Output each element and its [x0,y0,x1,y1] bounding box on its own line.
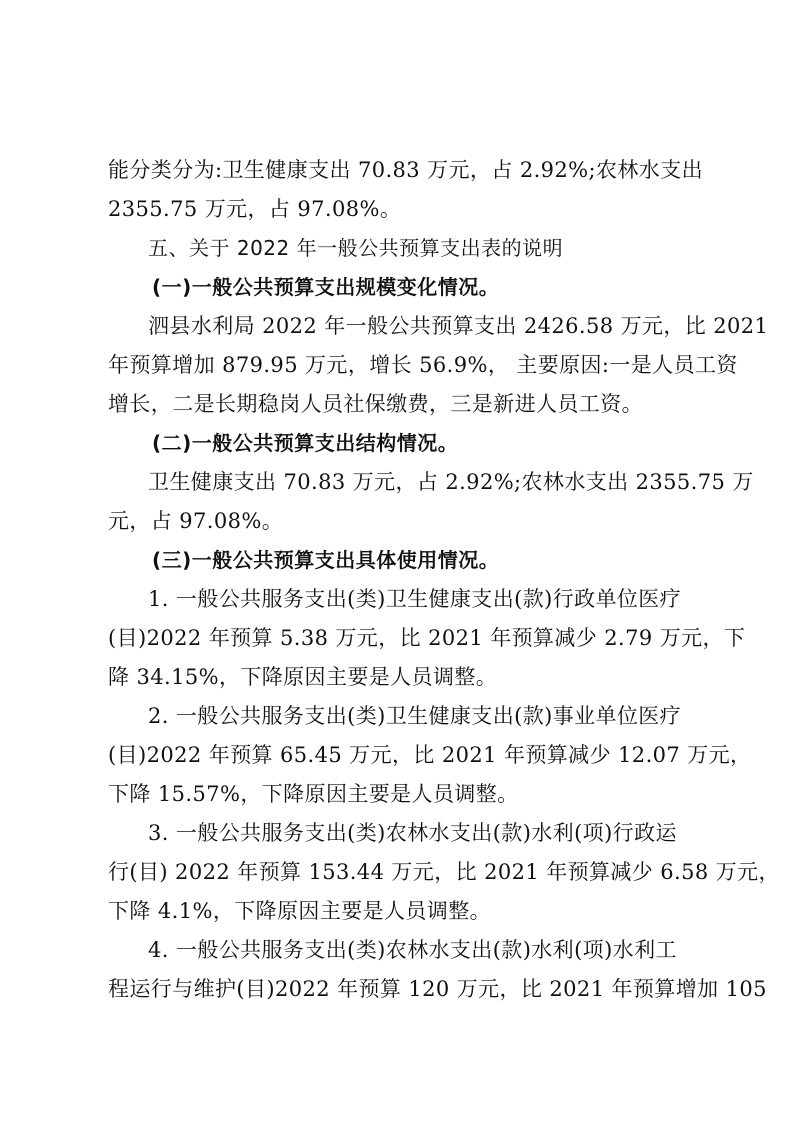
body-text-line: 能分类分为:卫生健康支出 70.83 万元，占 2.92%;农林水支出 [108,158,704,182]
body-text-line: (目)2022 年预算 5.38 万元，比 2021 年预算减少 2.79 万元，下 [108,626,746,650]
body-text-line: 3. 一般公共服务支出(类)农林水支出(款)水利(项)行政运 [148,821,677,845]
body-text-line: 2. 一般公共服务支出(类)卫生健康支出(款)事业单位医疗 [148,704,682,728]
body-text-line: 卫生健康支出 70.83 万元，占 2.92%;农林水支出 2355.75 万 [148,470,754,494]
body-text-line: 下降 15.57%，下降原因主要是人员调整。 [108,782,519,806]
subsection-heading: (三)一般公共预算支出具体使用情况。 [152,548,500,572]
subsection-heading: (一)一般公共预算支出规模变化情况。 [152,275,500,299]
body-text-line: 4. 一般公共服务支出(类)农林水支出(款)水利(项)水利工 [148,938,677,962]
body-text-line: 年预算增加 879.95 万元，增长 56.9%， 主要原因:一是人员工资 [108,353,738,377]
body-text-line: 2355.75 万元，占 97.08%。 [108,197,402,221]
body-text-line: 元，占 97.08%。 [108,509,284,533]
body-text-line: 下降 4.1%，下降原因主要是人员调整。 [108,899,492,923]
body-text-line: 程运行与维护(目)2022 年预算 120 万元，比 2021 年预算增加 105 [108,977,767,1001]
subsection-heading: (二)一般公共预算支出结构情况。 [152,431,459,455]
body-text-line: 泗县水利局 2022 年一般公共预算支出 2426.58 万元，比 2021 [148,314,769,338]
body-text-line: 增长，二是长期稳岗人员社保缴费，三是新进人员工资。 [108,392,643,416]
body-text-line: 降 34.15%，下降原因主要是人员调整。 [108,665,498,689]
body-text-line: 1. 一般公共服务支出(类)卫生健康支出(款)行政单位医疗 [148,587,682,611]
body-text-line: 行(目) 2022 年预算 153.44 万元，比 2021 年预算减少 6.58 万元， [108,860,780,884]
section-heading: 五、关于 2022 年一般公共预算支出表的说明 [148,236,564,260]
body-text-line: (目)2022 年预算 65.45 万元，比 2021 年预算减少 12.07 万元， [108,743,752,767]
